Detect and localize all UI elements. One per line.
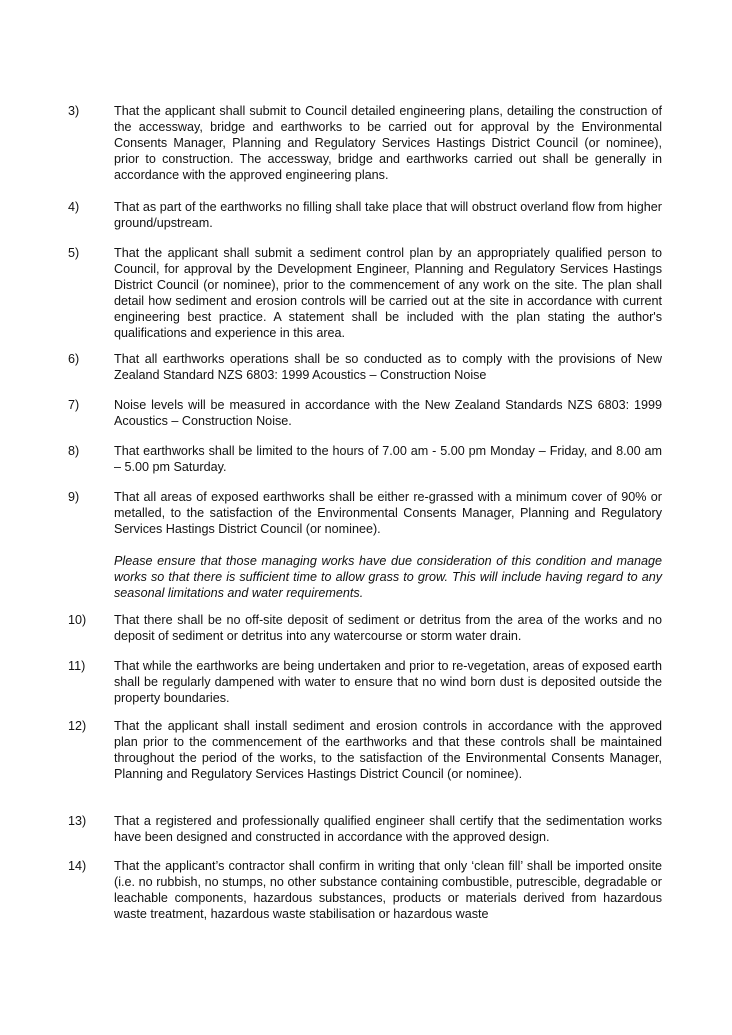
condition-text: That all areas of exposed earthworks shall be either re-grassed with a minimum cover of 90% or metalled, to the satisfaction of the Environmental Consents Manager, Planning and Regulatory Services Hastings District Council (or nominee). xyxy=(114,490,662,537)
condition-text: That all earthworks operations shall be so conducted as to comply with the provisions of New Zealand Standard NZS 6803: 1999 Acoustics – Construction Noise xyxy=(114,352,662,383)
condition-number: 4) xyxy=(68,200,80,214)
condition-body xyxy=(114,199,662,231)
condition-item xyxy=(68,858,662,922)
condition-body xyxy=(114,813,662,845)
condition-item xyxy=(68,351,662,383)
condition-text: Noise levels will be measured in accordance with the New Zealand Standards NZS 6803: 1999 Acoustics – Construction Noise. xyxy=(114,398,662,429)
condition-item xyxy=(68,443,662,475)
condition-number: 14) xyxy=(68,859,87,873)
condition-item xyxy=(68,718,662,782)
condition-number: 7) xyxy=(68,398,80,412)
condition-number: 3) xyxy=(68,104,80,118)
condition-number: 5) xyxy=(68,246,80,260)
condition-body xyxy=(114,245,662,342)
condition-item xyxy=(68,397,662,429)
condition-number: 9) xyxy=(68,490,80,504)
condition-text: That there shall be no off-site deposit of sediment or detritus from the area of the works and no deposit of sediment or detritus into any watercourse or storm water drain. xyxy=(114,613,662,644)
condition-text: That the applicant’s contractor shall confirm in writing that only ‘clean fill’ shall be imported onsite (i.e. no rubbish, no stumps, no other substance containing combustible, putrescible, degradable or leachable components, hazardous substances, products or materials derived from hazardous waste treatment, hazardous waste stabilisation or hazardous waste xyxy=(114,859,662,922)
condition-body xyxy=(114,443,662,475)
condition-number: 12) xyxy=(68,719,87,733)
condition-body xyxy=(114,489,662,602)
condition-item xyxy=(68,245,662,342)
condition-body xyxy=(114,858,662,922)
condition-item xyxy=(68,103,662,183)
condition-number: 6) xyxy=(68,352,80,366)
condition-body xyxy=(114,658,662,706)
condition-number: 11) xyxy=(68,659,86,673)
condition-item xyxy=(68,489,662,602)
condition-text: That a registered and professionally qualified engineer shall certify that the sedimentation works have been designed and constructed in accordance with the approved design. xyxy=(114,814,662,845)
condition-text: That earthworks shall be limited to the hours of 7.00 am - 5.00 pm Monday – Friday, and 8.00 am – 5.00 pm Saturday. xyxy=(114,444,662,475)
condition-item xyxy=(68,612,662,644)
condition-item xyxy=(68,813,662,845)
condition-text: That the applicant shall submit to Council detailed engineering plans, detailing the construction of the accessway, bridge and earthworks to be carried out for approval by the Environmental Consents Manager, Planning and Regulatory Services Hastings District Council (or nominee), prior to construction. The accessway, bridge and earthworks carried out shall be generally in accordance with the approved engineering plans. xyxy=(114,104,662,183)
condition-item xyxy=(68,199,662,231)
condition-item xyxy=(68,658,662,706)
condition-body xyxy=(114,718,662,782)
condition-text: That as part of the earthworks no filling shall take place that will obstruct overland flow from higher ground/upstream. xyxy=(114,200,662,231)
condition-number: 10) xyxy=(68,613,87,627)
condition-text: That the applicant shall submit a sediment control plan by an appropriately qualified person to Council, for approval by the Development Engineer, Planning and Regulatory Services Hastings District Council (or nominee), prior to the commencement of any work on the site. The plan shall detail how sediment and erosion controls will be carried out at the site in accordance with current engineering best practice. A statement shall be included with the plan stating the author's qualifications and experience in this area. xyxy=(114,246,662,341)
condition-body xyxy=(114,103,662,183)
condition-body xyxy=(114,351,662,383)
condition-text: That while the earthworks are being undertaken and prior to re-vegetation, areas of exposed earth shall be regularly dampened with water to ensure that no wind born dust is deposited outside the property boundaries. xyxy=(114,659,662,706)
condition-text: That the applicant shall install sediment and erosion controls in accordance with the approved plan prior to the commencement of the earthworks and that these controls shall be maintained throughout the period of the works, to the satisfaction of the Environmental Consents Manager, Planning and Regulatory Services Hastings District Council (or nominee). xyxy=(114,719,662,782)
condition-number: 8) xyxy=(68,444,80,458)
condition-body xyxy=(114,612,662,644)
condition-number: 13) xyxy=(68,814,87,828)
condition-note: Please ensure that those managing works have due consideration of this condition and manage works so that there is sufficient time to allow grass to grow. This will include having regard to any seasonal limitations and water requirements. xyxy=(114,554,662,601)
condition-body xyxy=(114,397,662,429)
